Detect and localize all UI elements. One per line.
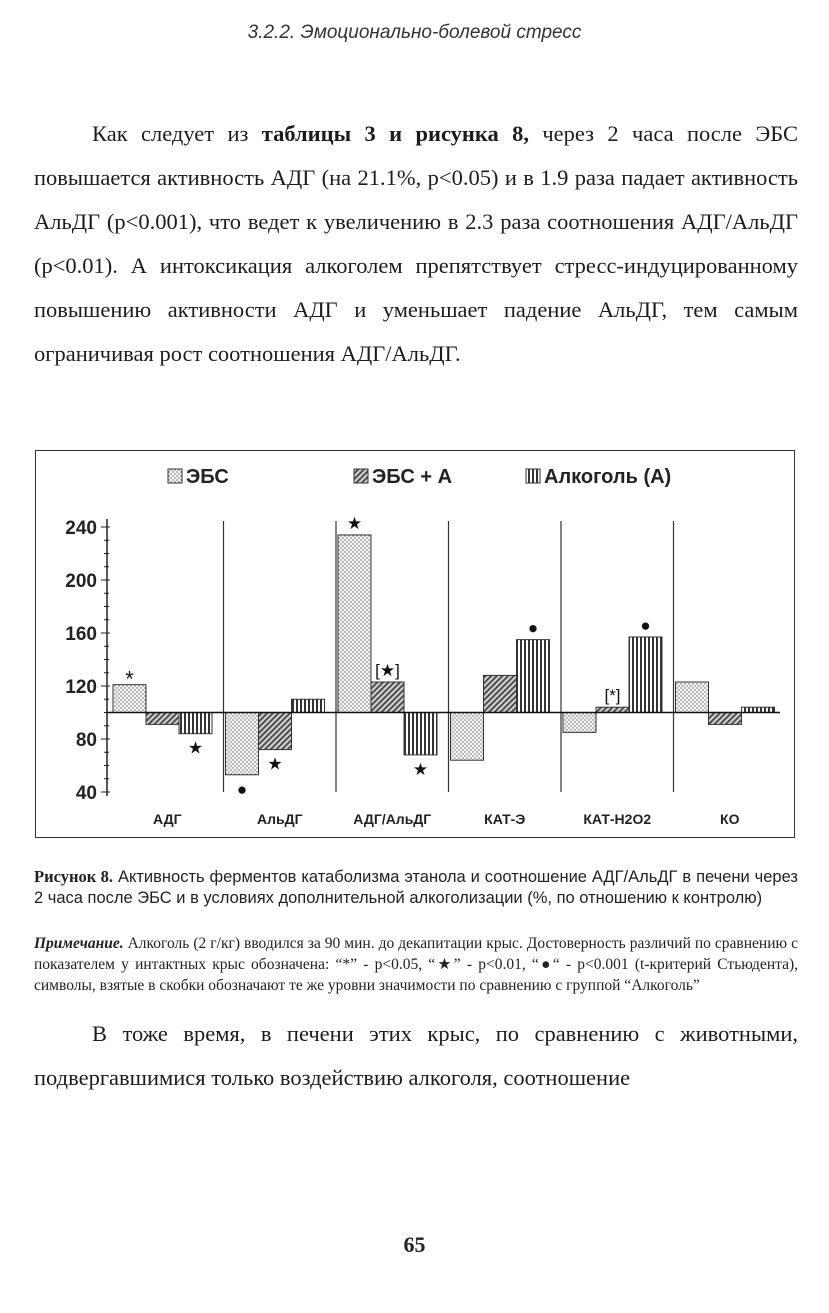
- y-tick-label: 160: [65, 624, 97, 645]
- page-number: 65: [403, 1232, 426, 1257]
- paragraph-text-rest: через 2 часа после ЭБС повышается активность АДГ (на 21.1%, p<0.05) и в 1.9 раза падает активность АльДГ (p<0.001), что ведет к увеличению в 2.3 раза соотношения АДГ/АльДГ (p<0.01). А интоксикация алкоголем препятствует стресс-индуцированному повышению активности АДГ и уменьшает падение АльДГ, тем самым ограничивая рост соотношения АДГ/АльДГ.: [34, 121, 798, 366]
- bar: [629, 637, 662, 713]
- section-header: 3.2.2. Эмоционально-болевой стресс: [247, 22, 582, 43]
- significance-marker: [★]: [375, 661, 400, 681]
- bar: [517, 640, 550, 713]
- bar: [338, 535, 371, 713]
- y-tick-label: 40: [75, 783, 97, 804]
- category-label: АДГ/АльДГ: [353, 811, 432, 827]
- body-paragraph: [34, 112, 798, 376]
- bold-reference: таблицы 3 и рисунка 8,: [261, 121, 529, 146]
- legend-swatch: [354, 469, 368, 483]
- bar: [179, 713, 212, 734]
- significance-marker: *: [125, 666, 134, 692]
- significance-marker: ●: [640, 615, 651, 635]
- significance-marker: ★: [412, 759, 429, 779]
- bar: [484, 675, 517, 712]
- category-label: АДГ: [152, 811, 182, 827]
- significance-marker: ★: [187, 738, 204, 758]
- bar: [676, 682, 709, 712]
- figure-chart: [35, 450, 795, 838]
- bar-chart: [36, 451, 796, 839]
- significance-marker: ●: [236, 779, 248, 799]
- bar: [146, 713, 179, 725]
- y-tick-label: 200: [65, 571, 97, 592]
- legend-swatch: [168, 469, 182, 483]
- bar: [259, 713, 292, 750]
- category-label: КАТ-H2O2: [583, 811, 652, 827]
- legend-label: Алкоголь (А): [544, 466, 672, 488]
- figure-note: [34, 933, 798, 996]
- caption-text: Активность ферментов катаболизма этанола и соотношение АДГ/АльДГ в печени через 2 часа после ЭБС и в условиях дополнительной алкоголизации (%, по отношению к контролю): [34, 868, 798, 907]
- category-label: АльДГ: [256, 811, 303, 827]
- y-tick-label: 80: [75, 730, 97, 751]
- figure-caption: [34, 866, 798, 909]
- bar: [292, 699, 325, 712]
- y-tick-label: 240: [65, 518, 97, 539]
- significance-marker: ●: [527, 618, 539, 638]
- bar: [563, 713, 596, 733]
- bar: [226, 713, 259, 775]
- body-paragraph-2: В тоже время, в печени этих крыс, по сравнению с животными, подвергавшимися только воздействию алкоголя, соотношение: [34, 1021, 798, 1090]
- bar: [404, 713, 437, 755]
- legend-swatch: [526, 469, 540, 483]
- bar: [709, 713, 742, 725]
- bar: [371, 682, 404, 712]
- significance-marker: ★: [346, 513, 363, 533]
- note-text: Алкоголь (2 г/кг) вводился за 90 мин. до декапитации крыс. Достоверность различий по сравнению с показателем у интактных крыс обозначена: “*” - p<0.05, “★” - p<0.01, “●“ - p<0.001 (t-критерий Стьюдента), символы, взятые в скобки обозначают те же уровни значимости по сравнению с группой “Алкоголь”: [34, 935, 798, 994]
- legend-label: ЭБС: [186, 466, 229, 488]
- y-tick-label: 120: [65, 677, 97, 698]
- category-label: КАТ-Э: [484, 811, 526, 827]
- category-label: КО: [720, 811, 740, 827]
- significance-marker: ★: [267, 754, 283, 774]
- caption-label: Рисунок 8.: [34, 867, 114, 886]
- paragraph-text-start: Как следует из: [92, 121, 262, 146]
- significance-marker: [*]: [604, 686, 621, 706]
- note-label: Примечание.: [34, 935, 124, 952]
- bar: [451, 713, 484, 761]
- legend-label: ЭБС + А: [372, 466, 453, 488]
